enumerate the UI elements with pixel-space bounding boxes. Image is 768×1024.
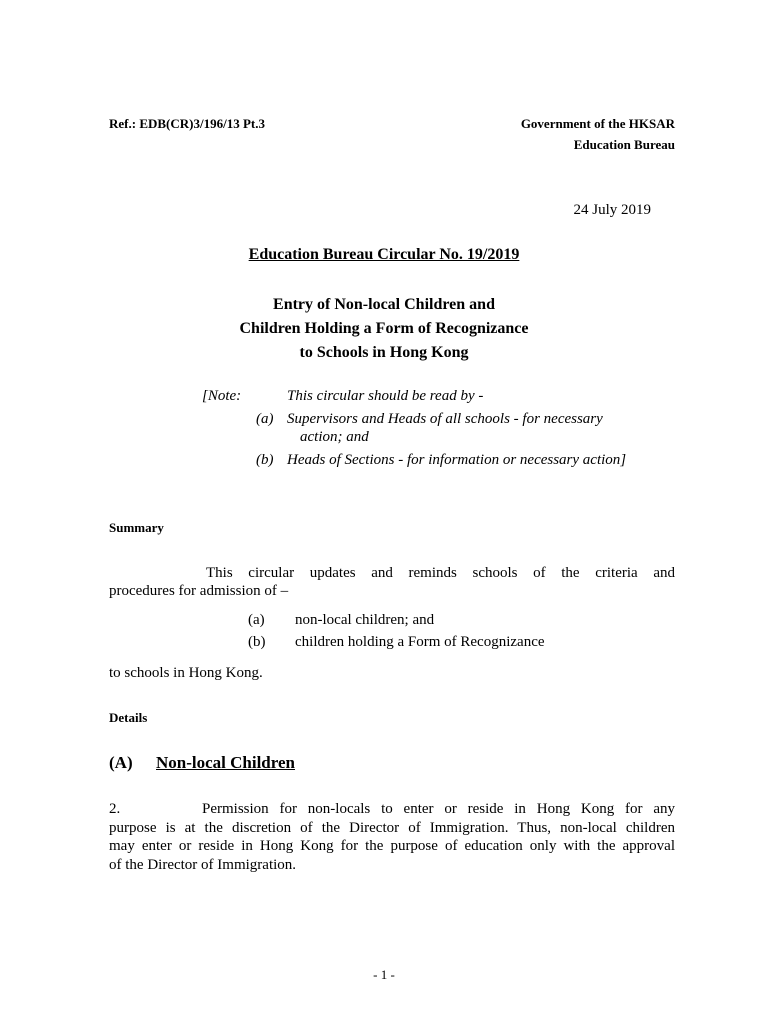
paragraph-line: procedures for admission of – — [109, 583, 289, 599]
paragraph-line: This circular updates and reminds schools of the criteria and — [206, 565, 675, 581]
circular-title — [0, 293, 768, 365]
note-item-a-label: (a) — [256, 411, 274, 427]
government-label: Government of the HKSAR — [520, 116, 675, 131]
reference-number: Ref.: EDB(CR)3/196/13 Pt.3 — [109, 116, 265, 131]
summary-heading: Summary — [109, 520, 164, 535]
summary-paragraph — [109, 564, 675, 600]
page-number: - 1 - — [373, 967, 395, 982]
paragraph-first-line — [109, 800, 675, 819]
paragraph-number: 2. — [109, 801, 121, 817]
title-line: to Schools in Hong Kong — [299, 344, 469, 361]
summary-item-b-label: (b) — [248, 634, 266, 650]
title-line: Children Holding a Form of Recognizance — [239, 320, 529, 337]
paragraph-line: may enter or reside in Hong Kong for the purpose of education only with the approval — [109, 838, 675, 854]
paragraph-line: purpose is at the discretion of the Director of Immigration. Thus, non-local children — [109, 819, 675, 836]
summary-closing: to schools in Hong Kong. — [109, 665, 263, 681]
summary-item-b-text: children holding a Form of Recognizance — [295, 634, 545, 650]
note-item-b-label: (b) — [256, 452, 274, 468]
note-intro: This circular should be read by - — [287, 388, 484, 404]
section-label: (A) — [109, 753, 133, 772]
section-title: Non-local Children — [156, 753, 296, 772]
title-line: Entry of Non-local Children and — [273, 296, 495, 313]
bureau-label: Education Bureau — [573, 137, 675, 152]
note-item-a-text: Supervisors and Heads of all schools - for necessary — [287, 411, 603, 427]
paragraph-line: Permission for non-locals to enter or reside in Hong Kong for any — [202, 801, 675, 817]
details-heading: Details — [109, 710, 148, 725]
note-label: [Note: — [202, 388, 242, 404]
circular-date: 24 July 2019 — [573, 202, 651, 218]
circular-number-block — [0, 246, 768, 264]
note-item-b-text: Heads of Sections - for information or necessary action] — [287, 452, 627, 468]
circular-number: Education Bureau Circular No. 19/2019 — [248, 246, 520, 263]
summary-item-a-text: non-local children; and — [295, 612, 435, 628]
summary-item-a-label: (a) — [248, 612, 265, 628]
note-item-a-text-cont: action; and — [300, 429, 369, 445]
details-paragraph-2 — [109, 800, 675, 874]
paragraph-line: of the Director of Immigration. — [109, 856, 297, 873]
